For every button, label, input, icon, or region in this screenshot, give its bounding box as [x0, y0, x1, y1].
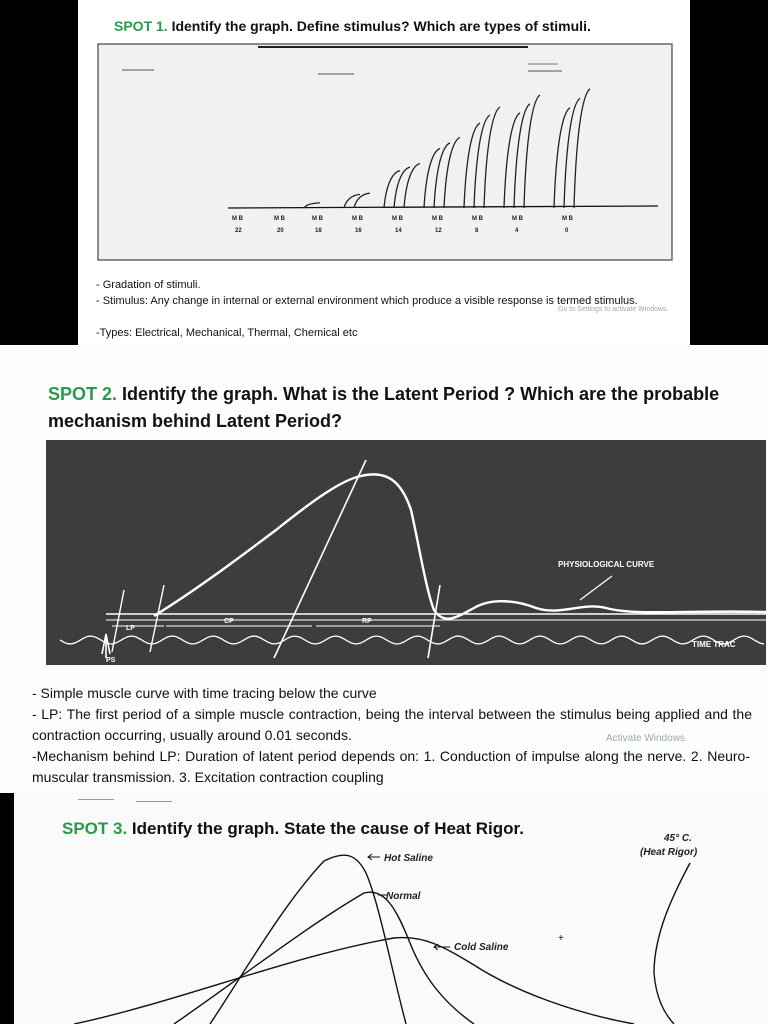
- heat-rigor-label: (Heat Rigor): [640, 847, 698, 858]
- spot1-answer-2: - Stimulus: Any change in internal or external environment which produce a visible response is termed stimulus.: [96, 295, 638, 307]
- mb-label: M B: [312, 216, 323, 222]
- spot2-heading: [48, 381, 748, 435]
- spot2-question: Identify the graph. What is the Latent Period ? Which are the probable mechanism behind Latent Period?: [48, 384, 720, 431]
- mb-label: M B: [472, 216, 483, 222]
- spot1-watermark: Go to Settings to activate Windows.: [558, 306, 669, 313]
- stimulus-strength-label: 22: [235, 228, 242, 234]
- mb-label: M B: [274, 216, 285, 222]
- spot2-answer-1: - Simple muscle curve with time tracing below the curve: [32, 685, 377, 701]
- ps-label: PS: [106, 657, 116, 664]
- heat-rigor-temp-label: 45° C.: [664, 833, 692, 844]
- lp-label: LP: [126, 625, 135, 632]
- stimulus-strength-label: 4: [515, 228, 519, 234]
- stimulus-strength-label: 8: [475, 228, 479, 234]
- spot1-graph: [78, 40, 690, 270]
- spot1-answer-1: - Gradation of stimuli.: [96, 279, 201, 291]
- rp-label: RP: [362, 618, 372, 625]
- mb-label: M B: [392, 216, 403, 222]
- stimulus-strength-label: 16: [355, 228, 362, 234]
- spot3-panel: [14, 793, 768, 1024]
- spot2-watermark: Activate Windows: [606, 733, 685, 744]
- spot1-answer-3: -Types: Electrical, Mechanical, Thermal, Chemical etc: [96, 327, 358, 339]
- spot1-heading: [114, 18, 591, 34]
- hot-saline-label: Hot Saline: [384, 853, 433, 864]
- cold-saline-label: Cold Saline: [454, 942, 509, 953]
- spot1-question: Identify the graph. Define stimulus? Which are types of stimuli.: [171, 18, 591, 34]
- mb-label: M B: [352, 216, 363, 222]
- spot3-number: SPOT 3.: [62, 819, 128, 838]
- spot2-graph: [46, 440, 766, 665]
- normal-curve: [174, 892, 474, 1024]
- normal-label: Normal: [386, 891, 421, 902]
- spot2-answer-2: - LP: The first period of a simple muscle contraction, being the interval between the stimulus being applied and the contraction occurring, usually around 0.01 seconds.: [32, 706, 752, 743]
- stimulus-strength-label: 18: [315, 228, 322, 234]
- spot2-answer-3: -Mechanism behind LP: Duration of latent period depends on: 1. Conduction of impulse along the nerve. 2. Neuro-muscular transmission. 3. Excitation contraction coupling: [32, 748, 750, 785]
- stimulus-strength-label: 0: [565, 228, 569, 234]
- physiological-curve-label: PHYSIOLOGICAL CURVE: [558, 560, 655, 569]
- stimulus-strength-label: 20: [277, 228, 284, 234]
- spot1-number: SPOT 1.: [114, 18, 168, 34]
- cold-saline-curve: [74, 938, 634, 1024]
- mb-label: M B: [512, 216, 523, 222]
- svg-text:+: +: [558, 933, 564, 944]
- stimulus-strength-label: 14: [395, 228, 402, 234]
- mb-label: M B: [432, 216, 443, 222]
- spot3-graph: [14, 833, 768, 1024]
- mb-label: M B: [562, 216, 573, 222]
- hot-saline-curve: [210, 855, 406, 1024]
- cp-label: CP: [224, 618, 234, 625]
- stimulus-strength-label: 12: [435, 228, 442, 234]
- mb-label: M B: [232, 216, 243, 222]
- spot2-number: SPOT 2.: [48, 384, 118, 404]
- heat-rigor-curve: [654, 863, 690, 1024]
- spot1-panel: [78, 0, 690, 345]
- spot3-question: Identify the graph. State the cause of Heat Rigor.: [131, 819, 524, 838]
- spot2-panel: [0, 345, 768, 793]
- time-tracing-label: TIME TRAC: [692, 640, 736, 649]
